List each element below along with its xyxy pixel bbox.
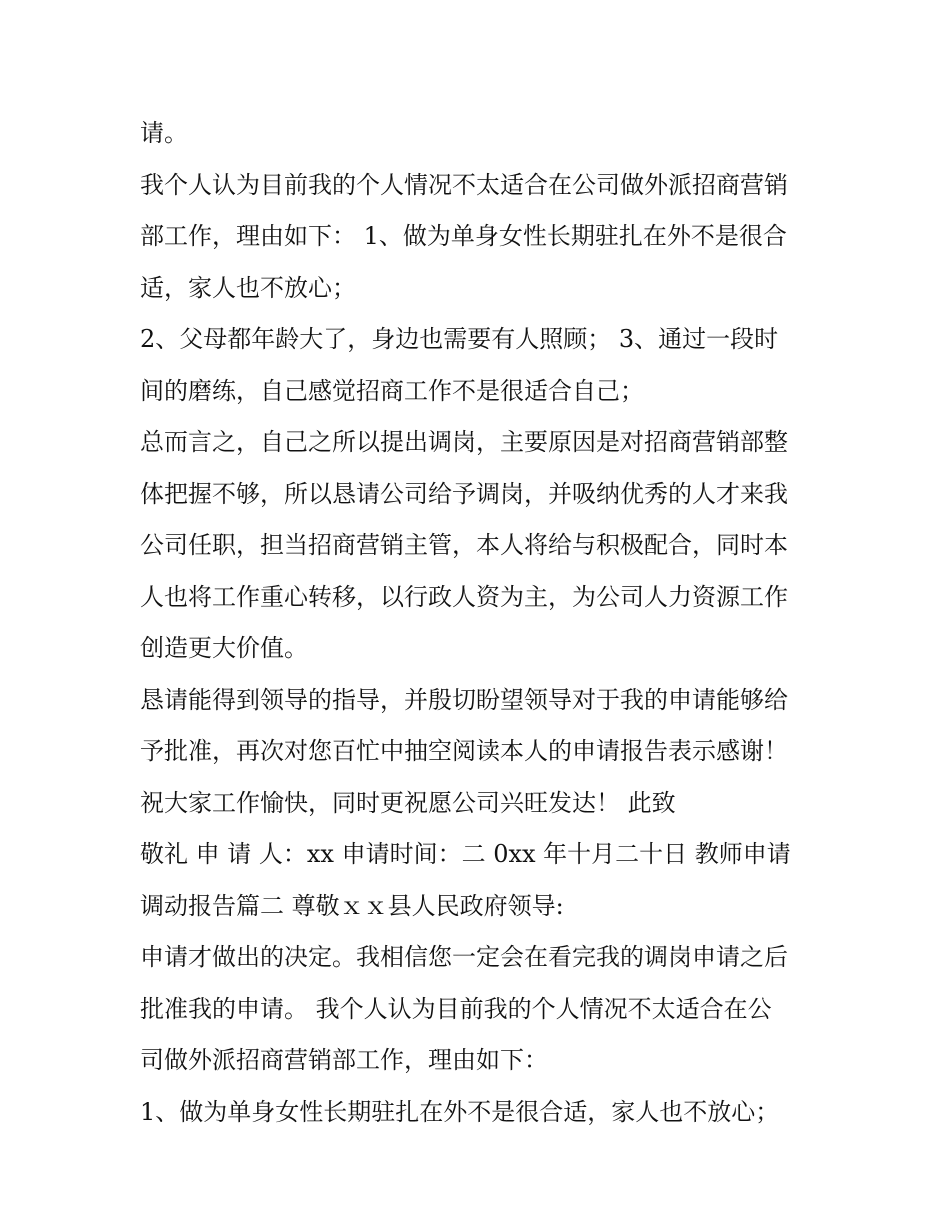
- text-line: 适，家人也不放心；: [140, 273, 356, 302]
- document-body: [140, 108, 830, 1138]
- text-line: 敬礼 申 请 人：xx 申请时间：二 0xx 年十月二十日 教师申请: [140, 840, 791, 868]
- text-line: 调动报告篇二 尊敬ｘｘ县人民政府领导:: [140, 891, 564, 920]
- text-line: 2、父母都年龄大了，身边也需要有人照顾； 3、通过一段时: [140, 325, 779, 353]
- text-line: 1、做为单身女性长期驻扎在外不是很合适，家人也不放心；: [140, 1097, 780, 1126]
- text-line: 请。: [140, 119, 188, 147]
- text-line: 我个人认为目前我的个人情况不太适合在公司做外派招商营销: [140, 170, 788, 199]
- text-line: 公司任职，担当招商营销主管，本人将给与积极配合，同时本: [140, 531, 788, 559]
- text-line: 申请才做出的决定。我相信您一定会在看完我的调岗申请之后: [140, 943, 788, 971]
- text-line: 总而言之，自己之所以提出调岗，主要原因是对招商营销部整: [140, 428, 788, 456]
- text-line: 予批准，再次对您百忙中抽空阅读本人的申请报告表示感谢！: [140, 737, 788, 765]
- text-line: 创造更大价值。: [140, 634, 308, 662]
- text-line: 祝大家工作愉快，同时更祝愿公司兴旺发达！ 此致: [140, 788, 676, 817]
- text-line: 体把握不够，所以恳请公司给予调岗，并吸纳优秀的人才来我: [140, 479, 788, 508]
- text-line: 部工作，理由如下： 1、做为单身女性长期驻扎在外不是很合: [140, 222, 787, 250]
- text-line: 间的磨练，自己感觉招商工作不是很适合自己；: [140, 376, 644, 405]
- text-line: 恳请能得到领导的指导，并殷切盼望领导对于我的申请能够给: [140, 685, 788, 714]
- text-line: 人也将工作重心转移，以行政人资为主，为公司人力资源工作: [140, 582, 788, 611]
- text-line: 司做外派招商营销部工作，理由如下：: [140, 1046, 548, 1074]
- text-line: 批准我的申请。 我个人认为目前我的个人情况不太适合在公: [140, 994, 772, 1023]
